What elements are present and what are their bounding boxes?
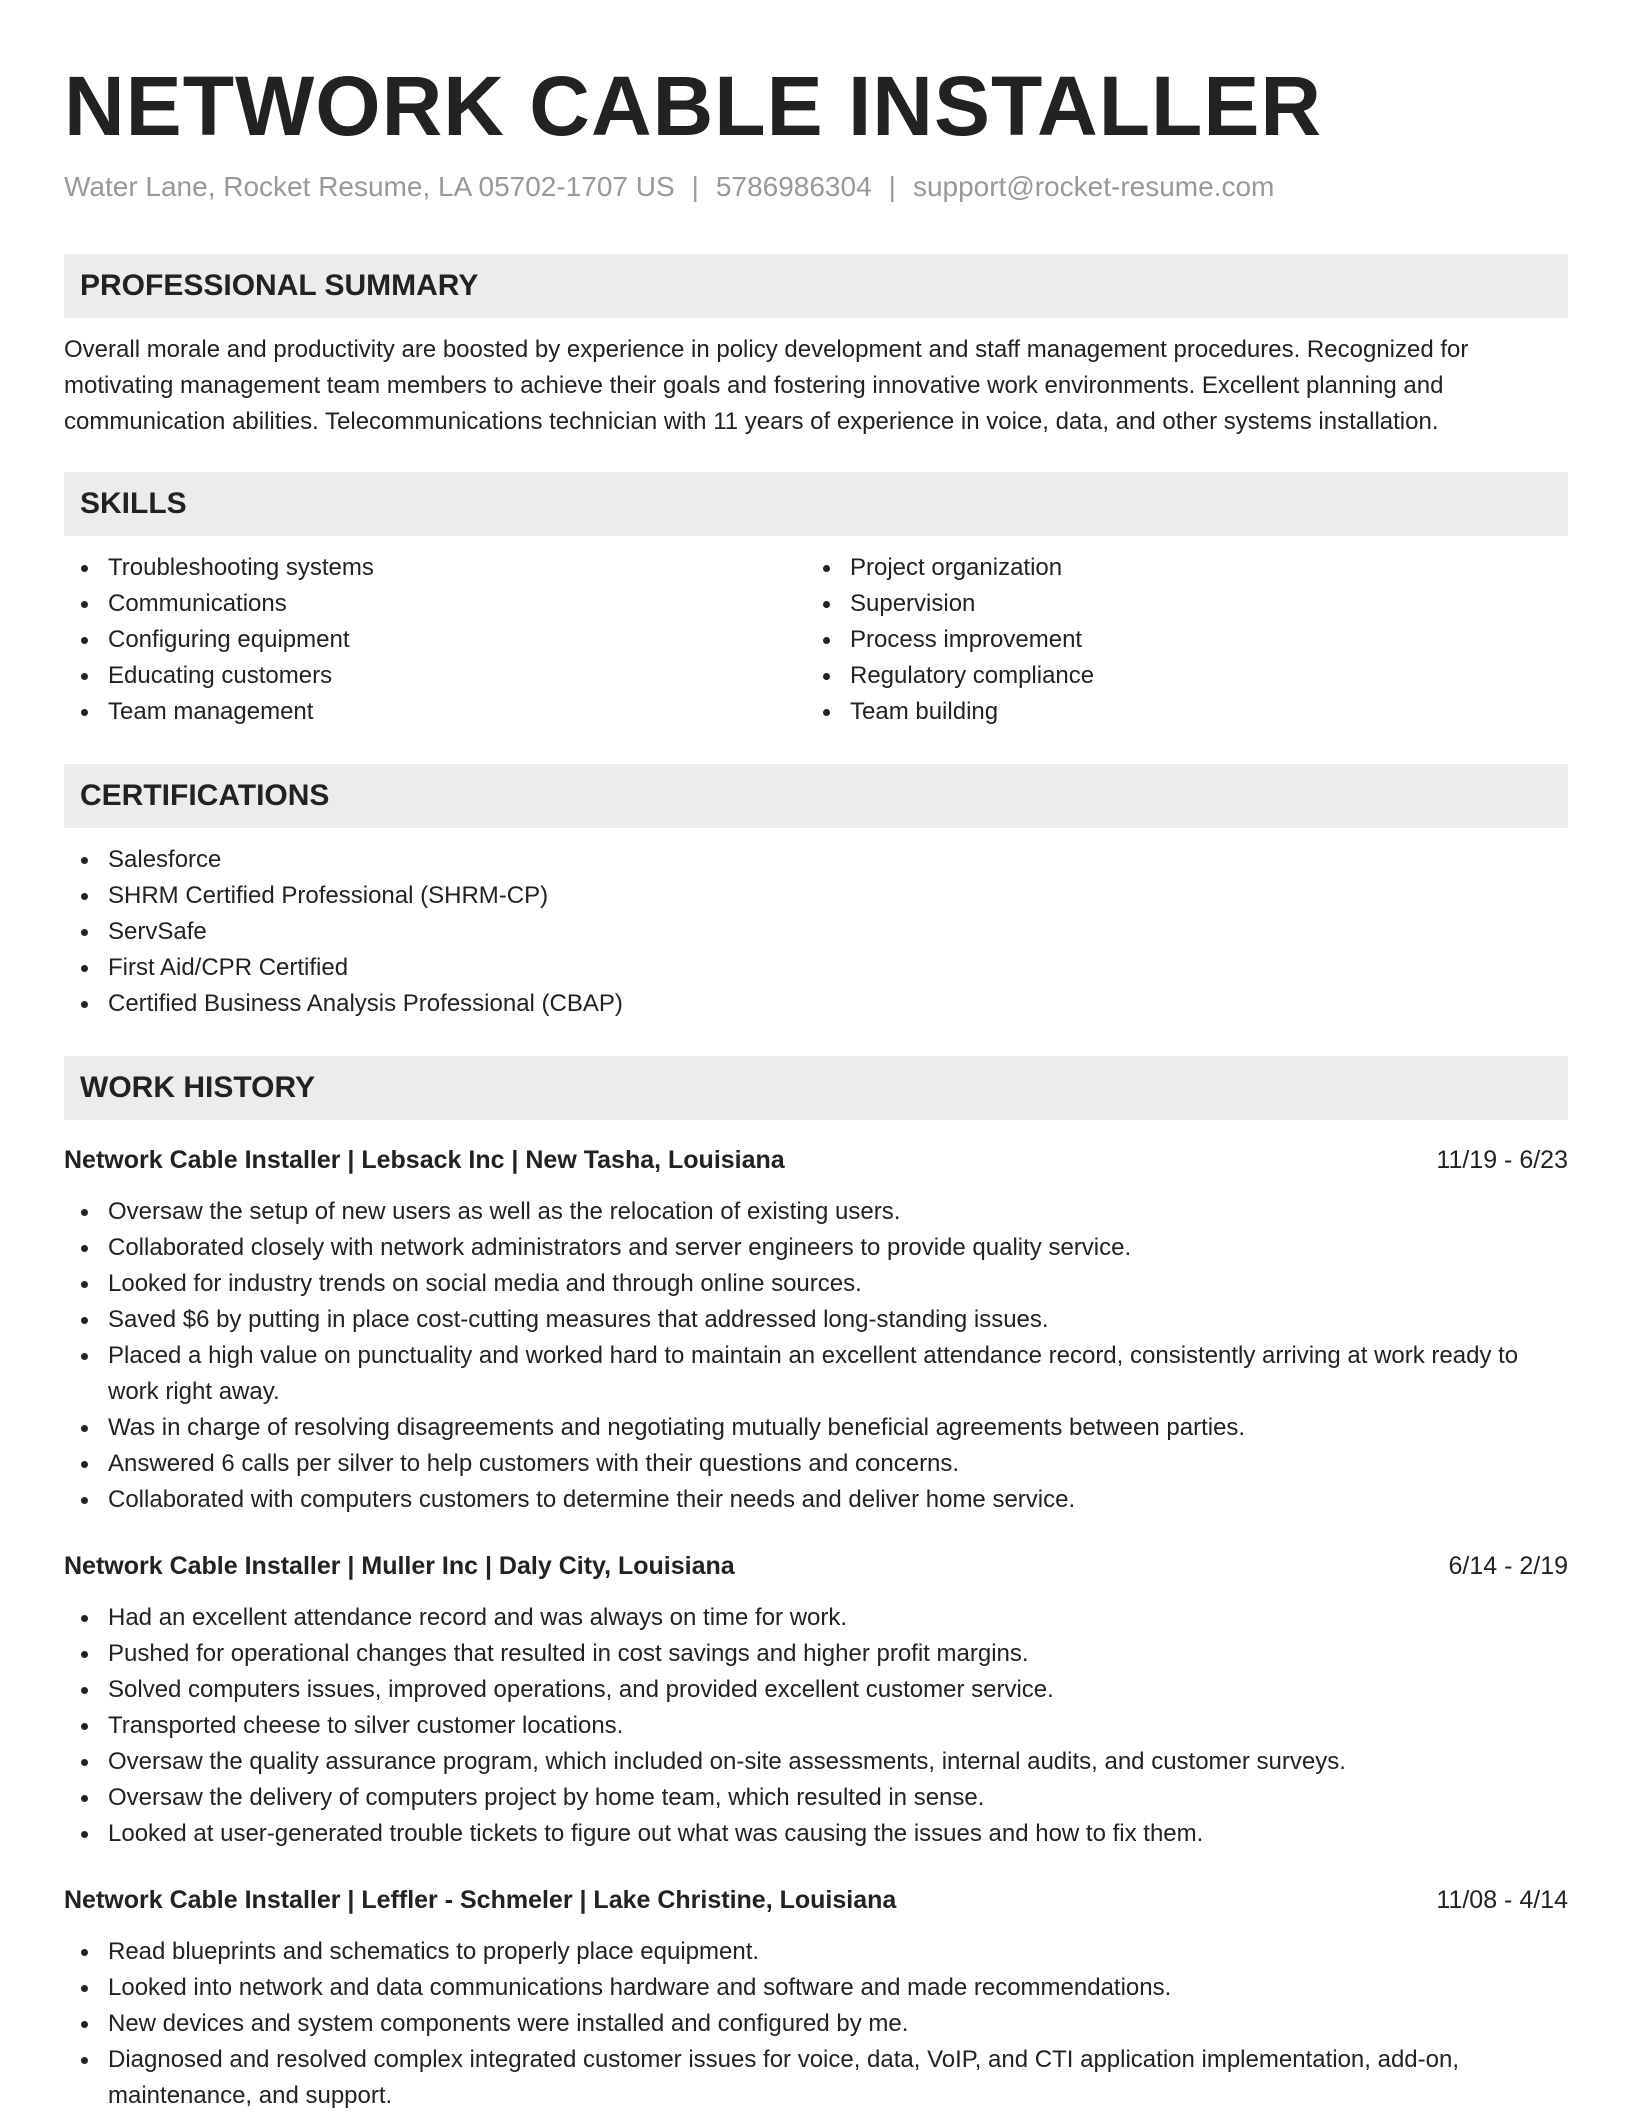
skills-column-left [64, 550, 806, 730]
job-bullet: Oversaw the setup of new users as well as the relocation of existing users. [64, 1194, 1568, 1230]
page-title: NETWORK CABLE INSTALLER [64, 59, 1323, 153]
job-title: Network Cable Installer | Muller Inc | Daly City, Louisiana [64, 1552, 735, 1580]
skill-item: Configuring equipment [64, 622, 806, 658]
section-heading-certifications: CERTIFICATIONS [64, 764, 1568, 828]
skills-grid [64, 550, 1568, 730]
contact-separator: | [691, 171, 699, 202]
certification-item: Certified Business Analysis Professional (CBAP) [64, 986, 1568, 1022]
section-heading-work-history: WORK HISTORY [64, 1056, 1568, 1120]
job-bullet: Read blueprints and schematics to properly place equipment. [64, 1934, 1568, 1970]
job-bullet: Saved $6 by putting in place cost-cutting measures that addressed long-standing issues. [64, 1302, 1568, 1338]
certification-item: ServSafe [64, 914, 1568, 950]
certifications-list [64, 842, 1568, 1022]
job-dates: 11/19 - 6/23 [1436, 1146, 1568, 1174]
skill-item: Team management [64, 694, 806, 730]
job-header [64, 1882, 1568, 1918]
contact-separator: | [888, 171, 896, 202]
job-bullet: Pushed for operational changes that resulted in cost savings and higher profit margins. [64, 1636, 1568, 1672]
job-bullet: Answered 6 calls per silver to help customers with their questions and concerns. [64, 1446, 1568, 1482]
contact-email: support@rocket-resume.com [912, 171, 1275, 202]
job-entry [64, 1142, 1568, 1518]
job-bullet: Had an excellent attendance record and was always on time for work. [64, 1600, 1568, 1636]
job-bullets [64, 1600, 1568, 1852]
job-bullet: Placed a high value on punctuality and worked hard to maintain an excellent attendance record, consistently arriving at work ready to work right away. [64, 1338, 1568, 1410]
job-bullet: Looked for industry trends on social media and through online sources. [64, 1266, 1568, 1302]
skill-item: Communications [64, 586, 806, 622]
resume-page [64, 0, 1568, 2114]
job-header [64, 1548, 1568, 1584]
job-bullet: Solved computers issues, improved operations, and provided excellent customer service. [64, 1672, 1568, 1708]
job-bullet: New devices and system components were installed and configured by me. [64, 2006, 1568, 2042]
skill-item: Process improvement [806, 622, 1548, 658]
job-bullet: Collaborated closely with network administrators and server engineers to provide quality service. [64, 1230, 1568, 1266]
skill-item: Project organization [806, 550, 1548, 586]
job-bullet: Oversaw the quality assurance program, which included on-site assessments, internal audits, and customer surveys. [64, 1744, 1568, 1780]
job-bullet: Collaborated with computers customers to determine their needs and deliver home service. [64, 1482, 1568, 1518]
job-dates: 6/14 - 2/19 [1448, 1552, 1568, 1580]
skill-item: Team building [806, 694, 1548, 730]
job-bullets [64, 1934, 1568, 2114]
job-title: Network Cable Installer | Leffler - Schmeler | Lake Christine, Louisiana [64, 1886, 897, 1914]
contact-phone: 5786986304 [715, 171, 872, 202]
job-bullet: Looked at user-generated trouble tickets to figure out what was causing the issues and how to fix them. [64, 1816, 1568, 1852]
job-bullet: Transported cheese to silver customer locations. [64, 1708, 1568, 1744]
certification-item: First Aid/CPR Certified [64, 950, 1568, 986]
section-heading-skills: SKILLS [64, 472, 1568, 536]
job-title: Network Cable Installer | Lebsack Inc | New Tasha, Louisiana [64, 1146, 785, 1174]
contact-line [64, 170, 1568, 204]
skills-list-right [806, 550, 1548, 730]
job-entry [64, 1882, 1568, 2114]
skill-item: Educating customers [64, 658, 806, 694]
certification-item: SHRM Certified Professional (SHRM-CP) [64, 878, 1568, 914]
summary-text: Overall morale and productivity are boosted by experience in policy development and staff management procedures. Recognized for motivating management team members to achieve their goals and fostering innovative work environments. Excellent planning and communication abilities. Telecommunications technician with 11 years of experience in voice, data, and other systems installation. [64, 336, 1469, 435]
job-bullet: Oversaw the delivery of computers project by home team, which resulted in sense. [64, 1780, 1568, 1816]
job-bullet: Looked into network and data communications hardware and software and made recommendations. [64, 1970, 1568, 2006]
skill-item: Troubleshooting systems [64, 550, 806, 586]
job-dates: 11/08 - 4/14 [1436, 1886, 1568, 1914]
job-entry [64, 1548, 1568, 1852]
skills-list-left [64, 550, 806, 730]
skill-item: Regulatory compliance [806, 658, 1548, 694]
skills-column-right [806, 550, 1548, 730]
job-bullet: Diagnosed and resolved complex integrated customer issues for voice, data, VoIP, and CTI application implementation, add-on, maintenance, and support. [64, 2042, 1568, 2114]
contact-address: Water Lane, Rocket Resume, LA 05702-1707 US [64, 171, 675, 202]
job-header [64, 1142, 1568, 1178]
certification-item: Salesforce [64, 842, 1568, 878]
skill-item: Supervision [806, 586, 1548, 622]
job-bullet: Was in charge of resolving disagreements and negotiating mutually beneficial agreements between parties. [64, 1410, 1568, 1446]
section-heading-summary: PROFESSIONAL SUMMARY [64, 254, 1568, 318]
job-bullets [64, 1194, 1568, 1518]
